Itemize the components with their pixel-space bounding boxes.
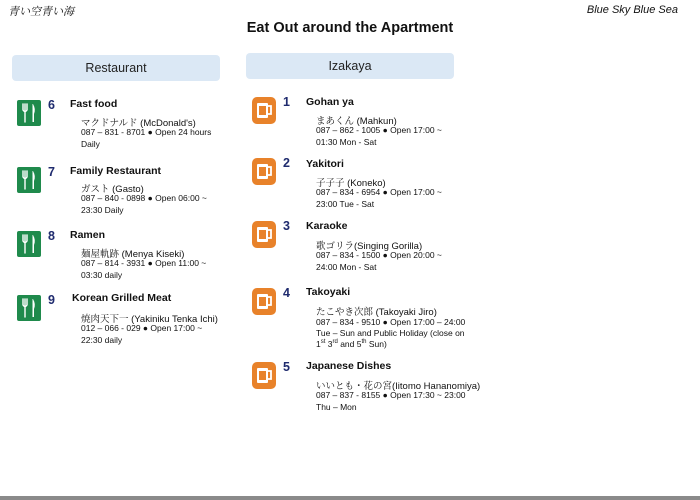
entry-number: 1 bbox=[283, 95, 290, 109]
entry-detail-line1: 012 – 066 - 029 ● Open 17:00 ~ bbox=[81, 323, 203, 333]
izakaya-heading: Izakaya bbox=[246, 53, 454, 79]
brand-english: Blue Sky Blue Sea bbox=[586, 4, 678, 16]
ordinal-suffix: th bbox=[361, 339, 367, 346]
entry-detail-line1: 087 – 840 - 0898 ● Open 06:00 ~ bbox=[81, 193, 207, 203]
entry-name: Takoyaki bbox=[306, 286, 351, 298]
entry-name: Family Restaurant bbox=[70, 165, 162, 177]
entry-detail-line3 bbox=[316, 339, 387, 351]
ordinal-suffix: st bbox=[320, 339, 326, 346]
entry-name: Japanese Dishes bbox=[306, 360, 392, 372]
page-title: Eat Out around the Apartment bbox=[246, 20, 454, 36]
entry-number: 9 bbox=[48, 293, 55, 307]
entry-japanese-name: ガスト (Gasto) bbox=[81, 184, 144, 195]
entry-detail-line1: 087 – 831 - 8701 ● Open 24 hours bbox=[81, 127, 212, 137]
entry-japanese-name: 麺屋軌跡 (Menya Kiseki) bbox=[81, 249, 185, 260]
ordinal-number: 1 bbox=[316, 339, 321, 349]
entry-number: 4 bbox=[283, 286, 290, 300]
entry-japanese-name: 歌ゴリラ(Singing Gorilla) bbox=[316, 241, 423, 252]
entry-name: Ramen bbox=[70, 229, 106, 241]
restaurant-heading: Restaurant bbox=[12, 55, 220, 81]
entry-detail-line2: 24:00 Mon - Sat bbox=[316, 262, 377, 272]
entry-number: 5 bbox=[283, 360, 290, 374]
entry-number: 2 bbox=[283, 156, 290, 170]
entry-number: 7 bbox=[48, 165, 55, 179]
entry-japanese-name: まあくん (Mahkun) bbox=[316, 116, 397, 127]
entry-detail-line2: 01:30 Mon - Sat bbox=[316, 137, 377, 147]
entry-detail-line1: 087 – 862 - 1005 ● Open 17:00 ~ bbox=[316, 125, 442, 135]
entry-number: 6 bbox=[48, 98, 55, 112]
entry-japanese-name: いいとも・花の宮(Iitomo Hananomiya) bbox=[316, 381, 481, 392]
entry-detail-line1: 087 – 834 - 9510 ● Open 17:00 – 24:00 bbox=[316, 317, 466, 327]
entry-name: Korean Grilled Meat bbox=[72, 292, 172, 304]
entry-name: Gohan ya bbox=[306, 96, 354, 108]
ordinal-number: and 5 bbox=[337, 339, 362, 349]
brand-japanese: 青い空青い海 bbox=[8, 5, 74, 18]
entry-detail-line2: 03:30 daily bbox=[81, 270, 123, 280]
bottom-divider bbox=[0, 496, 700, 500]
beer-mug-icon bbox=[252, 362, 276, 389]
entry-number: 8 bbox=[48, 229, 55, 243]
entry-japanese-name: たこやき次郎 (Takoyaki Jiro) bbox=[316, 307, 437, 318]
entry-detail-line2: Tue – Sun and Public Holiday (close on bbox=[316, 328, 465, 338]
entry-detail-line2: 23:30 Daily bbox=[81, 205, 124, 215]
entry-detail-line2: 23:00 Tue - Sat bbox=[316, 199, 375, 209]
entry-japanese-name: 子子子 (Koneko) bbox=[316, 178, 386, 189]
entry-detail-line2: Daily bbox=[81, 139, 100, 149]
ordinal-number: 3 bbox=[325, 339, 333, 349]
beer-mug-icon bbox=[252, 97, 276, 124]
restaurant-fork-knife-icon bbox=[17, 167, 41, 193]
beer-mug-icon bbox=[252, 288, 276, 315]
entry-japanese-name: 焼肉天下一 (Yakiniku Tenka Ichi) bbox=[81, 314, 218, 325]
entry-detail-line1: 087 – 834 - 1500 ● Open 20:00 ~ bbox=[316, 250, 442, 260]
restaurant-fork-knife-icon bbox=[17, 295, 41, 321]
entry-detail-line2: Thu – Mon bbox=[316, 402, 357, 412]
entry-name: Yakitori bbox=[306, 158, 344, 170]
beer-mug-icon bbox=[252, 221, 276, 248]
entry-number: 3 bbox=[283, 219, 290, 233]
entry-name: Fast food bbox=[70, 98, 118, 110]
entry-detail-line1: 087 – 837 - 8155 ● Open 17:30 ~ 23:00 bbox=[316, 390, 466, 400]
entry-detail-line2: 22:30 daily bbox=[81, 335, 123, 345]
entry-name: Karaoke bbox=[306, 220, 348, 232]
ordinal-suffix: rd bbox=[332, 339, 338, 346]
entry-japanese-name: マクドナルド (McDonald's) bbox=[81, 118, 196, 129]
restaurant-fork-knife-icon bbox=[17, 231, 41, 257]
entry-detail-line1: 087 – 834 - 6954 ● Open 17:00 ~ bbox=[316, 187, 442, 197]
detail-tail: Sun) bbox=[366, 339, 387, 349]
restaurant-fork-knife-icon bbox=[17, 100, 41, 126]
beer-mug-icon bbox=[252, 158, 276, 185]
entry-detail-line1: 087 – 814 - 3931 ● Open 11:00 ~ bbox=[81, 258, 207, 268]
